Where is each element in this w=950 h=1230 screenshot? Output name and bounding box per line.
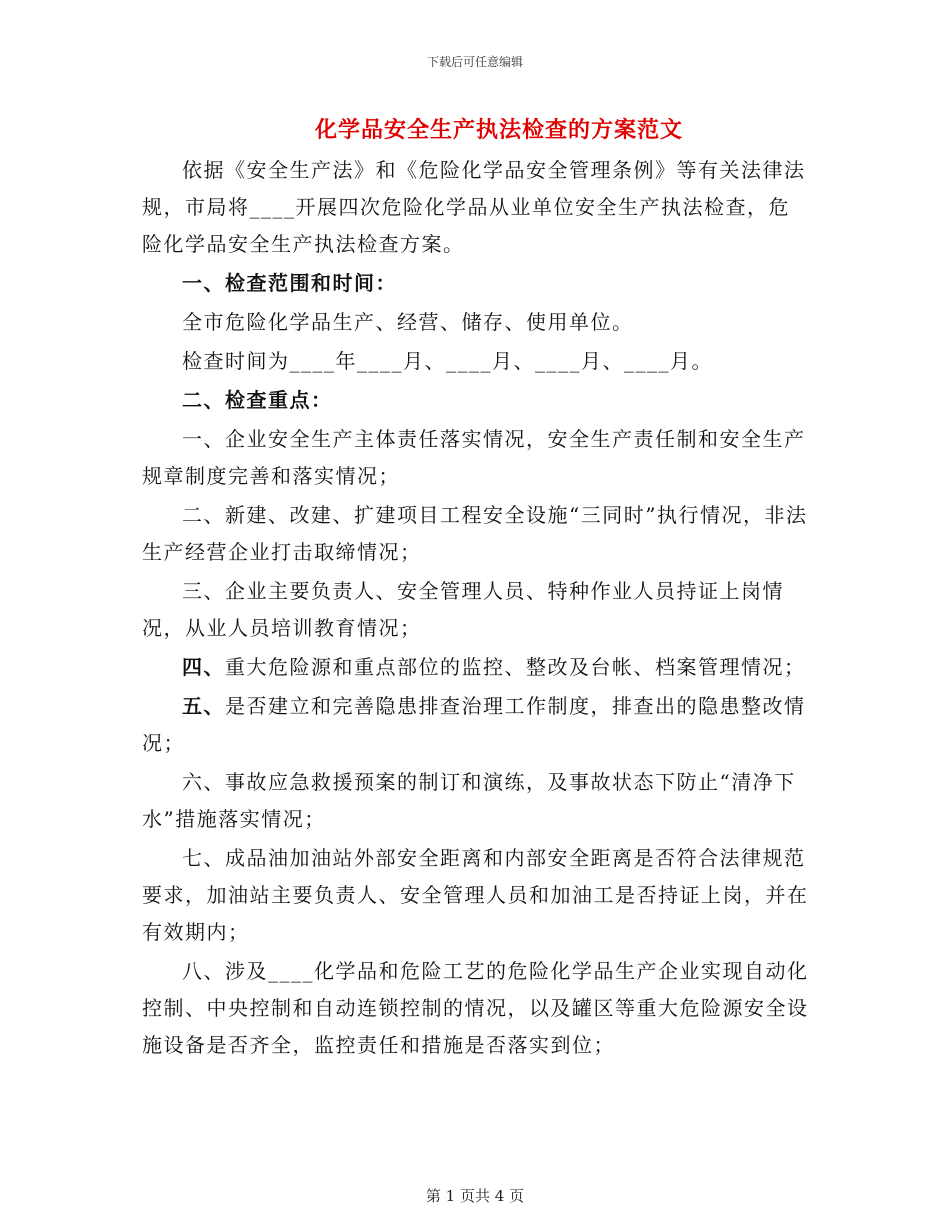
time-paragraph: 检查时间为____年____月、____月、____月、____月。 — [182, 349, 713, 373]
item-number: 八、 — [182, 959, 225, 983]
list-item — [142, 421, 810, 495]
item-text: 成品油加油站外部安全距离和内部安全距离是否符合法律规范要求，加油站主要负责人、安全管理人员和加油工是否持证上岗，并在有效期内； — [142, 846, 809, 944]
item-number: 六、 — [182, 770, 225, 794]
list-item — [142, 497, 810, 571]
item-text: 重大危险源和重点部位的监控、整改及台帐、档案管理情况； — [225, 655, 806, 679]
item-number: 一、 — [182, 427, 225, 451]
item-number: 二、 — [182, 503, 225, 527]
item-text: 事故应急救援预案的制订和演练，及事故状态下防止“清净下水”措施落实情况； — [142, 770, 796, 831]
item-text: 新建、改建、扩建项目工程安全设施“三同时”执行情况，非法生产经营企业打击取缔情况； — [142, 503, 808, 564]
section-heading: 二、检查重点： — [182, 388, 333, 412]
list-item — [142, 953, 810, 1064]
list-item — [142, 764, 810, 838]
item-text: 是否建立和完善隐患排查治理工作制度，排查出的隐患整改情况； — [142, 694, 806, 755]
intro-paragraph: 依据《安全生产法》和《危险化学品安全管理条例》等有关法律法规，市局将____开展四次危险化学品从业单位安全生产执法检查，危险化学品安全生产执法检查方案。 — [142, 158, 806, 256]
scope-paragraph: 全市危险化学品生产、经营、储存、使用单位。 — [182, 310, 634, 334]
list-item — [142, 688, 810, 762]
list-item — [142, 573, 810, 647]
list-item — [142, 840, 810, 951]
item-number: 七、 — [182, 846, 225, 870]
item-text: 企业主要负责人、安全管理人员、特种作业人员持证上岗情况，从业人员培训教育情况； — [142, 579, 784, 640]
list-item — [142, 649, 810, 686]
page-header-note: 下载后可任意编辑 — [426, 55, 523, 69]
item-number: 五、 — [182, 694, 225, 718]
document-body — [142, 152, 810, 1064]
document-title: 化学品安全生产执法检查的方案范文 — [314, 117, 683, 143]
item-text: 企业安全生产主体责任落实情况，安全生产责任制和安全生产规章制度完善和落实情况； — [142, 427, 806, 488]
section-heading: 一、检查范围和时间： — [182, 271, 397, 295]
item-number: 四、 — [182, 655, 225, 679]
item-text: 涉及____化学品和危险工艺的危险化学品生产企业实现自动化控制、中央控制和自动连锁控制的情况，以及罐区等重大危险源安全设施设备是否齐全，监控责任和措施是否落实到位； — [142, 959, 809, 1057]
item-number: 三、 — [182, 579, 225, 603]
page-footer: 第 1 页共 4 页 — [425, 1187, 525, 1205]
